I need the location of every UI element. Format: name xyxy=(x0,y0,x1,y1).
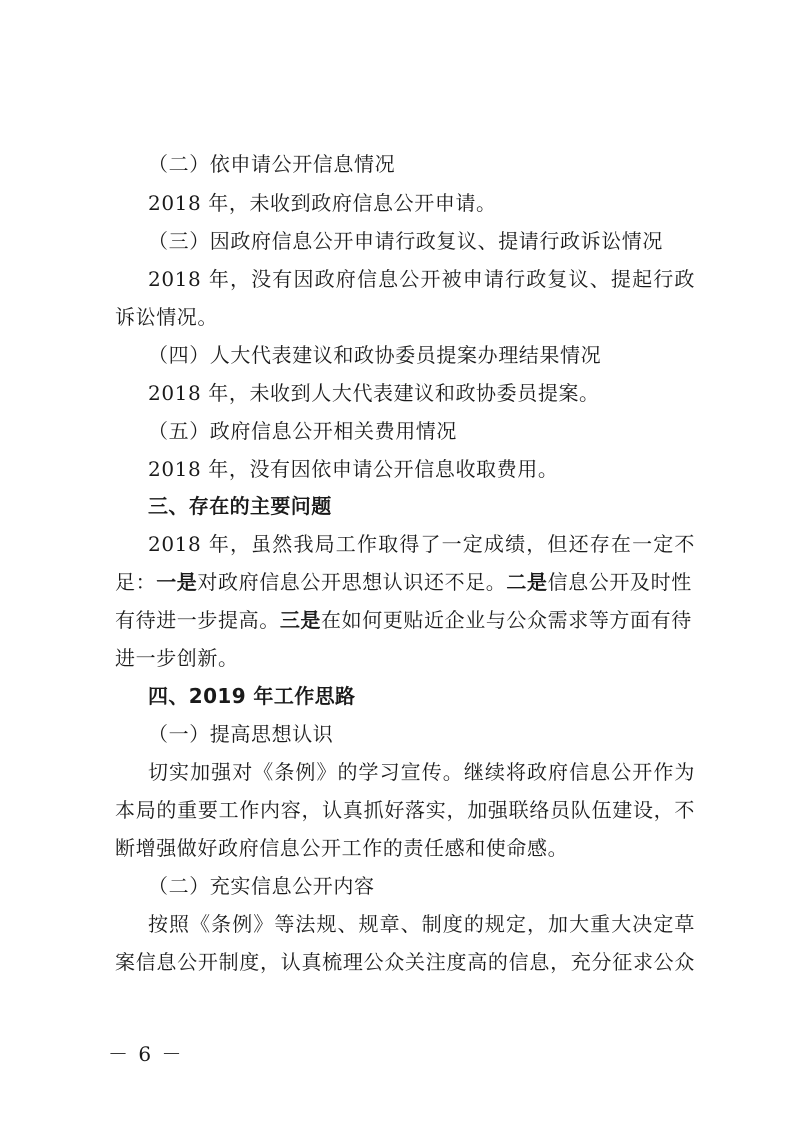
emphasis-first: 一是 xyxy=(156,570,198,594)
part-4-sub-2-line-2: 案信息公开制度，认真梳理公众关注度高的信息，充分征求公众 xyxy=(115,950,695,974)
section-2-body: 2018 年，未收到政府信息公开申请。 xyxy=(148,191,497,215)
part-4-sub-1-heading: （一）提高思想认识 xyxy=(148,722,334,746)
part-3-line-3: 有待进一步提高。三是在如何更贴近企业与公众需求等方面有待 xyxy=(115,608,692,632)
part-3-line-4: 进一步创新。 xyxy=(115,646,239,670)
section-5-heading: （五）政府信息公开相关费用情况 xyxy=(148,419,457,443)
section-2-heading: （二）依申请公开信息情况 xyxy=(148,152,396,176)
emphasis-third: 三是 xyxy=(279,608,322,632)
part-4-sub-1-line-2: 本局的重要工作内容，认真抓好落实，加强联络员队伍建设，不 xyxy=(115,798,695,822)
section-3-body-line-1: 2018 年，没有因政府信息公开被申请行政复议、提起行政 xyxy=(148,267,695,291)
section-3-body-line-2: 诉讼情况。 xyxy=(115,305,218,329)
part-4-sub-2-heading: （二）充实信息公开内容 xyxy=(148,874,375,898)
section-3-heading: （三）因政府信息公开申请行政复议、提请行政诉讼情况 xyxy=(148,229,663,253)
part-4-sub-1-line-3: 断增强做好政府信息公开工作的责任感和使命感。 xyxy=(115,836,569,860)
part-3-line-1: 2018 年，虽然我局工作取得了一定成绩，但还存在一定不 xyxy=(148,532,695,556)
emphasis-second: 二是 xyxy=(506,570,548,594)
section-4-heading: （四）人大代表建议和政协委员提案办理结果情况 xyxy=(148,343,602,367)
part-4-heading: 四、2019 年工作思路 xyxy=(148,684,356,708)
section-4-body: 2018 年，未收到人大代表建议和政协委员提案。 xyxy=(148,381,600,405)
page-number: － 6 － xyxy=(108,1042,184,1066)
part-4-sub-1-line-1: 切实加强对《条例》的学习宣传。继续将政府信息公开作为 xyxy=(148,760,695,784)
part-3-heading: 三、存在的主要问题 xyxy=(148,494,332,518)
section-5-body: 2018 年，没有因依申请公开信息收取费用。 xyxy=(148,457,559,481)
part-4-sub-2-line-1: 按照《条例》等法规、规章、制度的规定，加大重大决定草 xyxy=(148,912,695,936)
part-3-line-2: 足：一是对政府信息公开思想认识还不足。二是信息公开及时性 xyxy=(115,570,692,594)
